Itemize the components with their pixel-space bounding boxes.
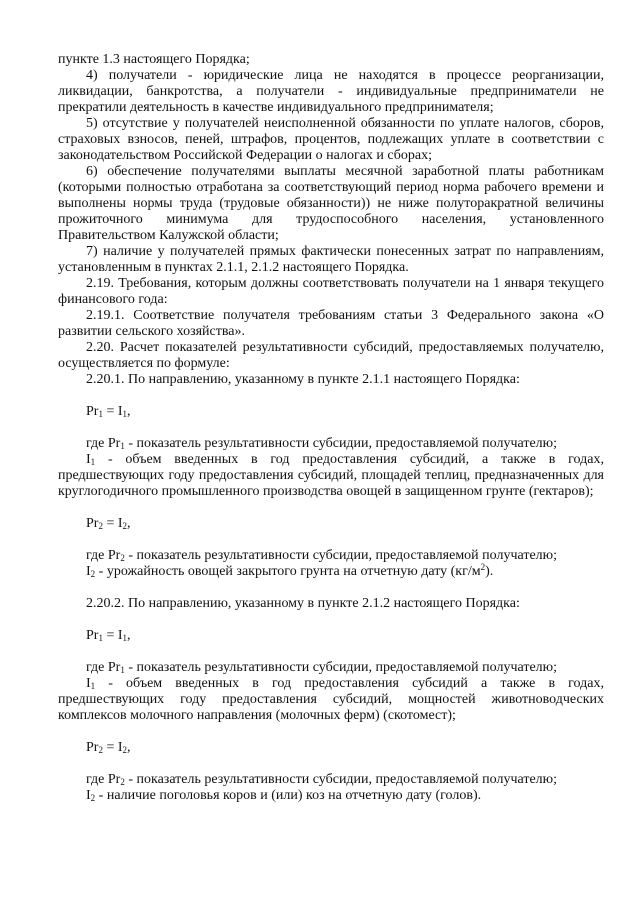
paragraph-2-20-1: 2.20.1. По направлению, указанному в пункте 2.1.1 настоящего Порядка: <box>86 372 520 387</box>
paragraph-continuation: пункте 1.3 настоящего Порядка; <box>58 52 250 67</box>
formula-pr2-section1: $Pr_2 = I_2$, <box>86 516 131 531</box>
document-body <box>58 52 604 804</box>
formula-pr1-section1: $Pr_1 = I_1$, <box>86 404 131 419</box>
definition-pr1-section1: где $Pr_1$ - показатель результативности субсидии, предоставляемой получателю; <box>86 436 558 451</box>
definition-i2-section1: $I_2$ - урожайность овощей закрытого грунта на отчетную дату $(кг/м^2)$. <box>86 562 494 579</box>
formula-pr1-section2: $Pr_1 = I_1$, <box>86 628 131 643</box>
paragraph-item-4: 4) получатели - юридические лица не находятся в процессе реорганизации, ликвидации, банкротства, а получатели - индивидуальные предприниматели не прекратили деятельность в качестве индивидуального предпринимателя; <box>58 68 604 115</box>
paragraph-item-6: 6) обеспечение получателями выплаты месячной заработной платы работникам (которыми полностью отработана за соответствующий период норма рабочего времени и выполнены нормы труда (трудовые обязанности)) не ниже полуторакратной величины прожиточного минимума для трудоспособного населения, установленного Правительством Калужской области; <box>58 164 604 243</box>
definition-i2-section2: $I_2$ - наличие поголовья коров и (или) коз на отчетную дату (голов). <box>86 788 482 803</box>
paragraph-item-5: 5) отсутствие у получателей неисполненной обязанности по уплате налогов, сборов, страховых взносов, пеней, штрафов, процентов, подлежащих уплате в соответствии с законодательством Российской Федерации о налогах и сборах; <box>58 116 604 163</box>
definition-pr1-section2: где $Pr_1$ - показатель результативности субсидии, предоставляемой получателю; <box>86 660 558 675</box>
paragraph-2-19: 2.19. Требования, которым должны соответствовать получатели на 1 января текущего финансового года: <box>58 276 604 307</box>
definition-pr2-section2: где $Pr_2$ - показатель результативности субсидии, предоставляемой получателю; <box>86 772 558 787</box>
definition-i1-section1: $I_1$ - объем введенных в год предоставления субсидий, а также в годах, предшествующих году предоставления субсидий, площадей теплиц, предназначенных для круглогодичного промышленного производства овощей в защищенном грунте (гектаров); <box>58 452 604 499</box>
paragraph-2-19-1: 2.19.1. Соответствие получателя требованиям статьи 3 Федерального закона «О развитии сельского хозяйства». <box>58 308 604 339</box>
definition-pr2-section1: где $Pr_2$ - показатель результативности субсидии, предоставляемой получателю; <box>86 548 558 563</box>
formula-pr2-section2: $Pr_2 = I_2$, <box>86 740 131 755</box>
paragraph-2-20: 2.20. Расчет показателей результативности субсидий, предоставляемых получателю, осуществляется по формуле: <box>58 340 604 371</box>
definition-i1-section2: $I_1$ - объем введенных в год предоставления субсидий а также в годах, предшествующих году предоставления субсидий, мощностей животноводческих комплексов молочного направления (молочных ферм) (скотомест); <box>58 676 604 723</box>
paragraph-item-7: 7) наличие у получателей прямых фактически понесенных затрат по направлениям, установленным в пунктах 2.1.1, 2.1.2 настоящего Порядка. <box>58 244 604 275</box>
paragraph-2-20-2: 2.20.2. По направлению, указанному в пункте 2.1.2 настоящего Порядка: <box>86 596 520 611</box>
